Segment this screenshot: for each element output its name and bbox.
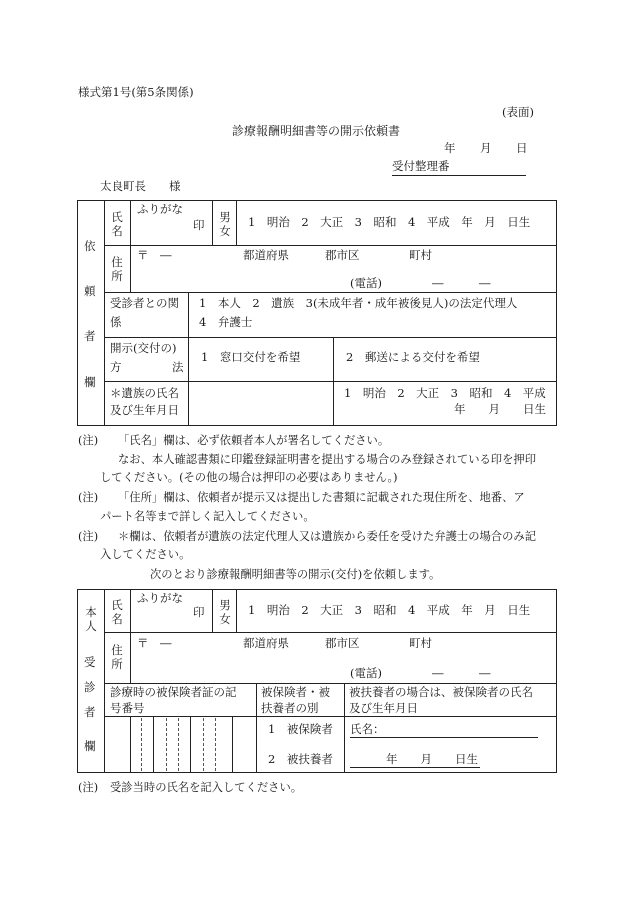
method-option-window[interactable]: 1 窓口交付を希望 <box>201 350 301 364</box>
patient-section-label-3: 診 <box>84 680 96 694</box>
relation-options-line-1[interactable]: 1 本人 2 遺族 3(未成年者・成年被後見人)の法定代理人 <box>199 296 518 310</box>
requester-phone-label: (電話) <box>350 276 382 290</box>
requester-section-label-3: 者 <box>84 329 96 343</box>
note2-prefix: (注) <box>78 491 99 504</box>
note1-continuation-2: してください。(その他の場合は押印の必要はありません。) <box>100 471 398 484</box>
requester-phone-sep-2: ― <box>479 276 491 290</box>
patient-prefecture-label: 都道府県 <box>243 636 289 650</box>
requester-section-label-2: 頼 <box>84 284 96 298</box>
requester-phone-sep-1: ― <box>432 276 444 290</box>
requester-furigana-label: ふりがな <box>137 202 183 216</box>
method-label-2b: 法 <box>172 360 184 374</box>
note2-line-1: 「住所」欄は、依頼者が提示又は提出した書類に記載された現住所を、地番、ア <box>118 491 525 504</box>
requester-address-label: 住所 <box>111 255 123 284</box>
patient-seal-mark: 印 <box>193 605 205 619</box>
requester-postal[interactable]: 〒 ― <box>137 248 172 262</box>
patient-city-label: 郡市区 <box>325 636 360 650</box>
requester-birth-options[interactable]: 1 明治 2 大正 3 昭和 4 平成 年 月 日生 <box>248 215 531 229</box>
note3-prefix: (注) <box>78 530 99 543</box>
requester-name-label: 氏名 <box>111 210 123 239</box>
patient-phone-label: (電話) <box>350 666 382 680</box>
deceased-label-1: ＊遺族の氏名 <box>110 386 179 400</box>
relation-options-line-2[interactable]: 4 弁護士 <box>199 315 253 329</box>
patient-section-label-4: 者 <box>84 705 96 719</box>
insured-name-label: 氏名： <box>350 722 385 736</box>
side-label: (表面) <box>502 105 534 119</box>
final-note-prefix: (注) <box>78 781 99 794</box>
receipt-number-line[interactable] <box>392 175 526 176</box>
requester-town-label: 町村 <box>409 248 432 262</box>
patient-town-label: 町村 <box>409 636 432 650</box>
requester-city-label: 郡市区 <box>325 248 360 262</box>
requester-section-label-1: 依 <box>84 239 96 253</box>
patient-section-label-1: 本人 <box>85 605 97 634</box>
insured-name-line[interactable] <box>350 737 538 738</box>
patient-phone-sep-1: ― <box>432 666 444 680</box>
note1-text: 「氏名」欄は、必ず依頼者本人が署名してください。 <box>118 434 390 447</box>
insured-birth-line <box>350 767 480 768</box>
relation-label-2: 係 <box>110 315 122 329</box>
deceased-label-2: 及び生年月日 <box>110 403 179 417</box>
final-note: 受診当時の氏名を記入してください。 <box>110 781 303 794</box>
relation-label-1: 受診者との関 <box>110 296 179 310</box>
form-number: 様式第1号(第5条関係) <box>78 85 194 99</box>
patient-phone-sep-2: ― <box>479 666 491 680</box>
patient-section-label-5: 欄 <box>84 739 96 753</box>
date-month: 月 <box>480 141 492 155</box>
insured-type-label-1: 被保険者・被 <box>261 685 330 699</box>
patient-postal[interactable]: 〒 ― <box>137 636 172 650</box>
method-option-mail[interactable]: 2 郵送による交付を希望 <box>346 350 480 364</box>
date-year: 年 <box>444 141 456 155</box>
patient-furigana-label: ふりがな <box>137 591 183 605</box>
patient-sex-label: 男女 <box>219 598 231 627</box>
patient-name-label: 氏名 <box>111 598 123 627</box>
type-option-insured[interactable]: 1 被保険者 <box>268 722 333 736</box>
type-option-dependent[interactable]: 2 被扶養者 <box>268 752 333 766</box>
receipt-number-label: 受付整理番 <box>392 159 450 173</box>
note3-line-2: 入してください。 <box>100 548 191 561</box>
page-title: 診療報酬明細書等の開示依頼書 <box>232 124 401 138</box>
note1-continuation-1: なお、本人確認書類に印鑑登録証明書を提出する場合のみ登録されている印を押印 <box>118 453 536 466</box>
request-statement: 次のとおり診療報酬明細書等の開示(交付)を依頼します。 <box>150 568 441 581</box>
requester-section-label-4: 欄 <box>84 375 96 389</box>
patient-section-label-2: 受 <box>84 655 96 669</box>
insured-birth-date[interactable]: 年 月 日生 <box>386 752 478 766</box>
patient-birth-options[interactable]: 1 明治 2 大正 3 昭和 4 平成 年 月 日生 <box>248 603 531 617</box>
deceased-birth-options[interactable]: 1 明治 2 大正 3 昭和 4 平成 <box>344 386 546 400</box>
insurance-number-label-1: 診療時の被保険者証の記 <box>110 685 237 699</box>
patient-address-label: 住所 <box>111 643 123 672</box>
method-label-2a: 方 <box>110 360 122 374</box>
insured-type-label-2: 扶養者の別 <box>261 701 319 715</box>
note2-line-2: パート名等まで詳しく記入してください。 <box>100 510 315 523</box>
requester-sex-label: 男女 <box>219 210 231 239</box>
insurance-number-label-2: 号番号 <box>110 701 145 715</box>
requester-seal-mark: 印 <box>193 218 205 232</box>
dependent-info-label-2: 及び生年月日 <box>349 701 418 715</box>
method-label-1: 開示(交付の) <box>110 341 177 355</box>
date-day: 日 <box>516 141 528 155</box>
deceased-birth-date[interactable]: 年 月 日生 <box>454 402 546 416</box>
requester-prefecture-label: 都道府県 <box>243 248 289 262</box>
dependent-info-label-1: 被扶養者の場合は、被保険者の氏名 <box>349 685 533 699</box>
note3-line-1: ＊欄は、依頼者が遺族の法定代理人又は遺族から委任を受けた弁護士の場合のみ記 <box>118 530 536 543</box>
note1-prefix: (注) <box>78 434 99 447</box>
addressee: 太良町長 様 <box>100 179 181 193</box>
